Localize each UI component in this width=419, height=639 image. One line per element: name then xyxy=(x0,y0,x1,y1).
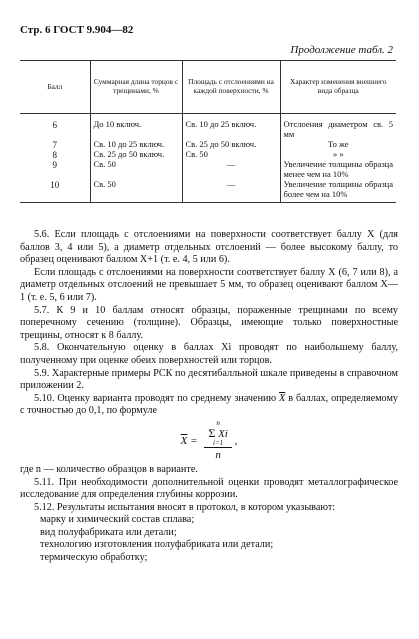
cell-score: 9 xyxy=(52,160,57,171)
list-item: марку и химический состав сплава; xyxy=(40,514,195,526)
body-text xyxy=(20,229,398,565)
list-item: вид полуфабриката или детали; xyxy=(40,526,177,538)
cell-appearance-change: Отслоения диаметром св. 5 мм xyxy=(280,114,396,140)
paragraph-5-8: 5.8. Окончательную оценку в баллах Xi проводят по наибольшему баллу, полученному при оценке обеих поверхностей или торцов. xyxy=(20,342,398,366)
cell-appearance-change: Увеличение толщины образца более чем на 10% xyxy=(280,180,396,203)
cell-score: 6 xyxy=(52,120,57,130)
formula-denominator: n xyxy=(215,448,221,461)
formula-punctuation: , xyxy=(234,434,238,447)
formula-lhs: $\overline{X}$ xyxy=(180,434,188,447)
cell-delamination-area: Св. 50 xyxy=(182,150,280,160)
cell-crack-length: До 10 включ. xyxy=(90,114,182,140)
paragraph-5-10-text-b: в баллах, определяемому с точностью до 0,1, по формуле xyxy=(20,392,398,417)
formula-fraction xyxy=(204,420,232,462)
cell-crack-length: Св. 10 до 25 включ. xyxy=(90,140,182,150)
paragraph-5-12: 5.12. Результаты испытания вносят в протокол, в котором указывают: xyxy=(34,501,336,513)
page-header: Стр. 6 ГОСТ 9.904—82 xyxy=(20,24,134,36)
cell-appearance-change: Увеличение толщины образца менее чем на 10% xyxy=(280,160,396,180)
list-item: технологию изготовления полуфабриката или детали; xyxy=(40,539,274,551)
list-item: термическую обработку; xyxy=(40,552,148,564)
cell-crack-length: Св. 25 до 50 включ. xyxy=(90,150,182,160)
formula-equals: = xyxy=(190,434,198,447)
table-row xyxy=(20,114,396,140)
sum-lower-limit: i=1 xyxy=(213,438,224,447)
paragraph-5-10 xyxy=(20,393,398,418)
cell-score: 10 xyxy=(20,180,90,203)
sum-term: Xi xyxy=(218,427,228,440)
column-header-delamination-area: Площадь с отслоениями на каждой поверхности, % xyxy=(182,61,280,114)
column-header-score: Балл xyxy=(20,61,90,114)
mean-symbol: $\overline{X}$ xyxy=(279,392,286,404)
column-header-crack-length: Суммарная длина торцов с трещинами, % xyxy=(90,61,182,114)
column-header-appearance-change: Характер изменения внешнего вида образца xyxy=(280,61,396,114)
cell-delamination-area: Св. 25 до 50 включ. xyxy=(182,140,280,150)
cell-appearance-change: То же xyxy=(280,140,396,150)
table-continuation-label: Продолжение табл. 2 xyxy=(290,44,393,56)
cell-crack-length: Св. 50 xyxy=(90,180,182,203)
mean-formula xyxy=(20,420,398,462)
formula-numerator xyxy=(204,420,232,448)
sum-symbol: Σ xyxy=(208,425,216,440)
cell-delamination-area: — xyxy=(182,180,280,203)
table-row xyxy=(20,160,396,180)
paragraph-5-11: 5.11. При необходимости дополнительной оценки проводят металлографическое исследование для определения глубины коррозии. xyxy=(20,476,398,501)
scoring-table xyxy=(20,60,396,203)
paragraph-5-6-cont: Если площадь с отслоениями на поверхности соответствует баллу X (6, 7 или 8), а диаметр отдельных отслоений не превышает 5 мм, то образец оценивают баллом X—1 (т. е. 5, 6 или 7). xyxy=(20,266,398,303)
paragraph-5-6: 5.6. Если площадь с отслоениями на поверхности соответствует баллу X (для баллов 3, 4 или 5), а диаметр отдельных отслоений — более высокому баллу, то образец оценивают баллом X+1 (т. е. 4, 5 или 6). xyxy=(20,229,398,266)
cell-delamination-area: Св. 10 до 25 включ. xyxy=(182,114,280,140)
cell-appearance-change: » » xyxy=(280,150,396,160)
paragraph-5-9: 5.9. Характерные примеры РСК по десятибалльной шкале приведены в справочном приложении 2. xyxy=(20,367,398,392)
cell-crack-length: Св. 50 xyxy=(90,160,182,180)
paragraph-5-7: 5.7. К 9 и 10 баллам относят образцы, пораженные трещинами по всему поперечному сечению (толщине). Образцы, имеющие только поверхностные трещины, относят к 8 баллу. xyxy=(20,304,398,341)
formula-explanation: где n — количество образцов в варианте. xyxy=(20,463,198,475)
sum-upper-limit: n xyxy=(216,418,220,427)
table-row xyxy=(20,180,396,203)
paragraph-5-10-text-a: 5.10. Оценку варианта проводят по среднему значению xyxy=(34,392,277,404)
table-header-row xyxy=(20,61,396,114)
cell-score: 8 xyxy=(52,149,57,160)
cell-score: 7 xyxy=(52,139,57,150)
cell-delamination-area: — xyxy=(182,160,280,180)
